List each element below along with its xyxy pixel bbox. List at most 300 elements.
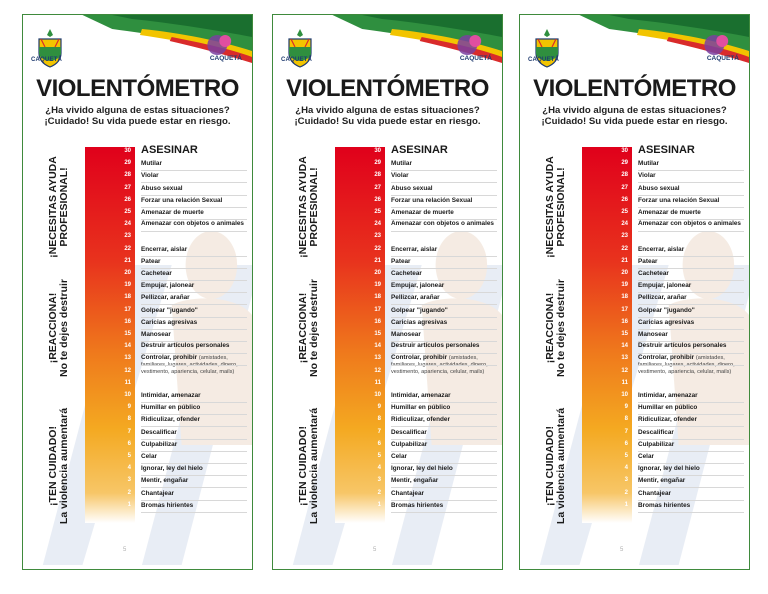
level-separator	[141, 451, 247, 452]
level-label-text: Mentir, engañar	[638, 477, 686, 485]
level-separator	[141, 487, 247, 488]
level-label-text: Celar	[638, 453, 654, 460]
level-number: 28	[621, 172, 628, 179]
level-number: 20	[621, 270, 628, 276]
level-label-text: Encerrar, aislar	[141, 245, 188, 253]
level-separator	[638, 329, 744, 330]
level-label-top	[638, 144, 695, 156]
level-label	[638, 221, 746, 228]
level-number: 3	[377, 477, 381, 484]
level-number: 11	[374, 379, 381, 386]
level-number: 19	[621, 282, 628, 289]
level-label	[141, 343, 249, 350]
level-number: 3	[624, 477, 628, 484]
level-label-text: ASESINAR	[638, 144, 695, 156]
level-label-text: Destruir artículos personales	[141, 342, 230, 350]
level-label-text: Caricias agresivas	[391, 318, 448, 326]
level-label	[391, 502, 443, 509]
subtitle-line-2: ¡Cuidado! Su vida puede estar en riesgo.	[294, 116, 481, 127]
level-label	[638, 307, 695, 314]
level-number: 17	[124, 306, 131, 313]
level-number: 30	[621, 148, 628, 154]
section-label-react: ¡REACCIONA! No te dejes destruir	[297, 278, 320, 378]
level-number: 11	[124, 379, 131, 386]
level-label	[638, 294, 687, 301]
level-label	[141, 429, 177, 436]
level-separator	[391, 207, 497, 208]
scale-bottom-number: 5	[123, 547, 127, 553]
level-label-text: Pellizcar, arañar	[638, 294, 687, 302]
level-label	[638, 172, 656, 179]
level-number: 26	[374, 196, 381, 203]
level-label-text: Destruir artículos personales	[638, 342, 727, 350]
level-separator	[141, 268, 247, 269]
level-number: 2	[377, 489, 381, 496]
level-separator	[391, 439, 497, 440]
level-separator	[391, 292, 497, 293]
level-separator	[141, 304, 247, 305]
level-label	[638, 185, 680, 192]
level-label-text: Patear	[391, 257, 411, 265]
level-label-text: Ignorar, ley del hielo	[391, 465, 453, 473]
level-label-text: Manosear	[391, 331, 421, 338]
section-label-react: ¡REACCIONA! No te dejes destruir	[544, 278, 567, 378]
level-label-text: Encerrar, aislar	[638, 245, 685, 253]
level-number: 25	[621, 209, 628, 215]
level-label-text: Humillar en público	[638, 404, 698, 412]
level-label	[391, 209, 454, 216]
level-separator	[141, 475, 247, 476]
section-label-be-careful: ¡TEN CUIDADO! La violencia aumentará	[47, 407, 70, 525]
level-separator	[141, 292, 247, 293]
level-label	[391, 160, 412, 167]
level-number: 17	[621, 306, 628, 313]
level-label	[638, 429, 674, 436]
level-number: 14	[621, 343, 628, 350]
level-label	[141, 392, 201, 399]
level-label	[141, 294, 190, 301]
level-label-text: Violar	[391, 172, 409, 180]
level-label-text: Empujar, jalonear	[638, 282, 692, 290]
level-number: 22	[124, 245, 131, 252]
level-label	[638, 404, 697, 411]
level-label	[141, 416, 200, 423]
level-separator	[391, 231, 497, 232]
level-label-detail: (amistades, familiares, lugares, actividades, dinero, vestimento, apariencia, celular, mails)	[638, 355, 735, 375]
level-number: 29	[124, 160, 131, 167]
level-separator	[638, 426, 744, 427]
level-number: 5	[127, 453, 131, 459]
level-separator	[141, 182, 247, 183]
level-label	[141, 185, 183, 192]
level-label	[141, 160, 162, 167]
level-label-text: Descalificar	[391, 428, 427, 436]
level-separator	[391, 268, 497, 269]
violentometro-poster-1	[22, 14, 253, 570]
level-separator	[391, 451, 497, 452]
level-separator	[391, 426, 497, 427]
level-number: 27	[621, 184, 628, 191]
level-separator	[391, 365, 497, 366]
level-label-text: Manosear	[638, 331, 668, 338]
level-number: 18	[124, 294, 131, 301]
level-number: 28	[374, 172, 381, 179]
level-label-text: Pellizcar, arañar	[141, 294, 190, 302]
level-number: 30	[374, 148, 381, 154]
level-label-text: Culpabilizar	[638, 440, 675, 448]
level-separator	[638, 512, 744, 513]
level-number: 12	[124, 367, 131, 374]
logo-right-text: CAQUETÁ	[706, 55, 739, 62]
level-label	[391, 294, 440, 301]
level-separator	[141, 256, 247, 257]
level-separator	[638, 268, 744, 269]
level-number: 26	[124, 196, 131, 203]
level-number: 10	[621, 392, 628, 398]
level-label-text: Intimidar, amenazar	[391, 392, 451, 399]
level-label-text: Controlar, prohibir	[391, 354, 448, 362]
level-label	[638, 441, 674, 448]
level-label-text: Abuso sexual	[638, 184, 680, 192]
level-label	[391, 392, 451, 399]
level-label	[141, 331, 171, 338]
level-number: 15	[374, 331, 381, 337]
level-label	[391, 331, 421, 338]
level-separator	[391, 304, 497, 305]
level-label	[391, 246, 437, 253]
level-label-text: Celar	[141, 453, 157, 460]
level-label-text: Humillar en público	[391, 404, 451, 412]
level-label-text: Encerrar, aislar	[391, 245, 438, 253]
level-label-text: Humillar en público	[141, 404, 201, 412]
level-number: 23	[374, 233, 381, 240]
level-separator	[141, 463, 247, 464]
level-number: 9	[624, 404, 628, 411]
level-number: 19	[374, 282, 381, 289]
level-label-text: Golpear "jugando"	[141, 306, 198, 314]
level-number: 13	[124, 355, 131, 362]
level-separator	[141, 512, 247, 513]
level-separator	[391, 402, 497, 403]
level-label	[141, 307, 198, 314]
level-separator	[391, 195, 497, 196]
level-label-text: Amenazar con objetos o animales	[141, 220, 244, 228]
subtitle-line-2: ¡Cuidado! Su vida puede estar en riesgo.	[44, 116, 231, 127]
level-label	[391, 343, 499, 350]
level-number: 1	[377, 501, 381, 508]
level-label	[391, 258, 411, 265]
level-number: 10	[374, 392, 381, 398]
level-separator	[391, 500, 497, 501]
level-label-text: Empujar, jalonear	[391, 282, 445, 290]
level-label-text: Forzar una relación Sexual	[391, 196, 473, 204]
level-number: 18	[621, 294, 628, 301]
level-separator	[638, 451, 744, 452]
level-label	[141, 282, 194, 289]
level-number: 29	[621, 160, 628, 167]
level-number: 24	[621, 221, 628, 228]
level-label-detail: (amistades, familiares, lugares, actividades, dinero, vestimento, apariencia, celular, mails)	[141, 355, 238, 375]
level-separator	[638, 317, 744, 318]
level-number: 3	[127, 477, 131, 484]
level-separator	[141, 365, 247, 366]
level-number: 22	[621, 245, 628, 252]
level-label	[141, 172, 159, 179]
violentometro-poster-3	[519, 14, 750, 570]
level-separator	[141, 414, 247, 415]
level-label-text: ASESINAR	[391, 144, 448, 156]
level-number: 27	[124, 184, 131, 191]
level-number: 28	[124, 172, 131, 179]
level-label-text: Cachetear	[141, 270, 172, 277]
level-separator	[391, 475, 497, 476]
level-label-text: Controlar, prohibir	[141, 354, 198, 362]
level-label	[391, 453, 407, 460]
level-number: 11	[621, 379, 628, 386]
level-separator	[638, 463, 744, 464]
level-separator	[391, 329, 497, 330]
level-label	[141, 221, 249, 228]
subtitle-line-2: ¡Cuidado! Su vida puede estar en riesgo.	[541, 116, 728, 127]
level-number: 21	[374, 257, 381, 264]
level-label-text: Mentir, engañar	[141, 477, 189, 485]
level-label	[391, 307, 448, 314]
level-label-text: Ignorar, ley del hielo	[141, 465, 203, 473]
level-number: 8	[127, 416, 131, 423]
level-number: 7	[127, 428, 131, 435]
level-number: 16	[374, 318, 381, 325]
logo-left-text: CAQUETÁ	[528, 57, 560, 63]
level-number: 10	[124, 392, 131, 398]
level-label	[638, 270, 669, 277]
level-label-text: Amenazar de muerte	[391, 209, 454, 216]
level-number: 17	[374, 306, 381, 313]
level-number: 14	[374, 343, 381, 350]
level-number: 23	[621, 233, 628, 240]
level-separator	[141, 402, 247, 403]
violentometro-poster-2	[272, 14, 503, 570]
level-label-text: Golpear "jugando"	[638, 306, 695, 314]
level-number: 4	[127, 465, 131, 472]
level-number: 21	[621, 257, 628, 264]
poster-subtitle	[273, 105, 502, 127]
level-separator	[141, 317, 247, 318]
level-label-text: Amenazar con objetos o animales	[638, 220, 741, 228]
level-number: 6	[624, 440, 628, 447]
level-number: 9	[127, 404, 131, 411]
level-label-text: Mutilar	[638, 160, 659, 168]
level-label	[391, 477, 438, 484]
level-label	[391, 465, 453, 472]
level-separator	[391, 512, 497, 513]
level-label-text: Destruir artículos personales	[391, 342, 480, 350]
level-label-text: Culpabilizar	[141, 440, 178, 448]
level-number: 9	[377, 404, 381, 411]
level-number: 7	[624, 428, 628, 435]
poster-title: VIOLENTÓMETRO	[286, 75, 489, 102]
level-number: 4	[377, 465, 381, 472]
level-label-text: Pellizcar, arañar	[391, 294, 440, 302]
level-label	[638, 392, 698, 399]
level-label-text: Descalificar	[141, 428, 177, 436]
level-separator	[391, 414, 497, 415]
level-label-text: Bromas hirientes	[638, 501, 691, 509]
level-label-text: Golpear "jugando"	[391, 306, 448, 314]
level-separator	[638, 292, 744, 293]
level-label	[141, 477, 188, 484]
level-number: 19	[124, 282, 131, 289]
level-label-text: Patear	[638, 257, 658, 265]
level-label	[141, 441, 177, 448]
poster-title: VIOLENTÓMETRO	[36, 75, 239, 102]
level-number: 5	[624, 453, 628, 459]
level-label	[141, 453, 157, 460]
subtitle-line-1: ¿Ha vivido alguna de estas situaciones?	[45, 105, 230, 116]
level-number: 5	[377, 453, 381, 459]
level-label	[391, 270, 422, 277]
level-label	[391, 404, 450, 411]
level-separator	[638, 414, 744, 415]
level-label-text: Ignorar, ley del hielo	[638, 465, 700, 473]
level-separator	[141, 500, 247, 501]
level-label	[638, 490, 671, 497]
level-label-text: Manosear	[141, 331, 171, 338]
level-number: 12	[621, 367, 628, 374]
level-label-detail: (amistades, familiares, lugares, actividades, dinero, vestimento, apariencia, celular, mails)	[391, 355, 488, 375]
level-label	[391, 429, 427, 436]
level-number: 20	[124, 270, 131, 276]
level-label-top	[141, 144, 198, 156]
level-label-text: Chantajear	[391, 489, 425, 497]
level-label	[391, 221, 499, 228]
level-label	[391, 172, 409, 179]
level-number: 1	[127, 501, 131, 508]
scale-bottom-number: 5	[373, 547, 377, 553]
level-number: 22	[374, 245, 381, 252]
level-number: 18	[374, 294, 381, 301]
level-number: 30	[124, 148, 131, 154]
level-number: 16	[124, 318, 131, 325]
level-number: 29	[374, 160, 381, 167]
level-separator	[141, 280, 247, 281]
level-label	[141, 319, 197, 326]
section-label-professional-help: ¡NECESITAS AYUDA PROFESIONAL!	[544, 156, 567, 258]
level-label-text: Ridiculizar, ofender	[638, 416, 697, 424]
level-number: 24	[374, 221, 381, 228]
level-label	[141, 490, 174, 497]
level-number: 2	[624, 489, 628, 496]
level-separator	[638, 170, 744, 171]
level-separator	[638, 182, 744, 183]
logo-right-text: CAQUETÁ	[209, 55, 242, 62]
level-separator	[638, 475, 744, 476]
level-label	[638, 477, 685, 484]
level-label-text: Forzar una relación Sexual	[638, 196, 720, 204]
level-label	[638, 453, 654, 460]
level-label-text: Cachetear	[638, 270, 669, 277]
level-label	[638, 502, 690, 509]
level-separator	[638, 439, 744, 440]
level-number: 20	[374, 270, 381, 276]
level-label	[638, 416, 697, 423]
level-number: 16	[621, 318, 628, 325]
level-label-text: Caricias agresivas	[141, 318, 198, 326]
level-label-text: Violar	[638, 172, 656, 180]
level-number: 23	[124, 233, 131, 240]
level-separator	[638, 256, 744, 257]
level-label	[141, 404, 200, 411]
level-label-text: Abuso sexual	[141, 184, 183, 192]
level-separator	[638, 304, 744, 305]
level-label-text: Mutilar	[391, 160, 412, 168]
level-separator	[638, 365, 744, 366]
level-separator	[141, 195, 247, 196]
scale-bottom-number: 5	[620, 547, 624, 553]
level-separator	[141, 426, 247, 427]
level-separator	[141, 207, 247, 208]
level-separator	[638, 487, 744, 488]
poster-subtitle	[23, 105, 252, 127]
level-label	[391, 319, 447, 326]
level-label-text: Culpabilizar	[391, 440, 428, 448]
level-label-text: Patear	[141, 257, 161, 265]
level-label-text: Caricias agresivas	[638, 318, 695, 326]
level-label-text: Bromas hirientes	[141, 501, 194, 509]
poster-subtitle	[520, 105, 749, 127]
level-separator	[391, 280, 497, 281]
section-label-professional-help: ¡NECESITAS AYUDA PROFESIONAL!	[297, 156, 320, 258]
level-separator	[141, 439, 247, 440]
level-label-text: Forzar una relación Sexual	[141, 196, 223, 204]
subtitle-line-1: ¿Ha vivido alguna de estas situaciones?	[542, 105, 727, 116]
level-number: 6	[377, 440, 381, 447]
level-label	[638, 343, 746, 350]
level-label	[391, 416, 450, 423]
level-number: 25	[374, 209, 381, 215]
level-separator	[638, 231, 744, 232]
level-separator	[638, 402, 744, 403]
section-label-be-careful: ¡TEN CUIDADO! La violencia aumentará	[544, 407, 567, 525]
level-label-text: Intimidar, amenazar	[141, 392, 201, 399]
level-number: 27	[374, 184, 381, 191]
level-separator	[391, 317, 497, 318]
level-number: 25	[124, 209, 131, 215]
level-label	[638, 258, 658, 265]
level-label-top	[391, 144, 448, 156]
level-label	[391, 441, 427, 448]
level-separator	[141, 231, 247, 232]
level-number: 7	[377, 428, 381, 435]
level-label	[638, 160, 659, 167]
level-number: 8	[377, 416, 381, 423]
level-number: 15	[621, 331, 628, 337]
section-label-be-careful: ¡TEN CUIDADO! La violencia aumentará	[297, 407, 320, 525]
level-number: 21	[124, 257, 131, 264]
logo-right-text: CAQUETÁ	[459, 55, 492, 62]
level-number: 4	[624, 465, 628, 472]
level-label	[391, 197, 472, 204]
level-label-text: Cachetear	[391, 270, 422, 277]
level-separator	[391, 487, 497, 488]
level-label-text: Celar	[391, 453, 407, 460]
level-label-text: Bromas hirientes	[391, 501, 444, 509]
level-label	[141, 465, 203, 472]
section-label-professional-help: ¡NECESITAS AYUDA PROFESIONAL!	[47, 156, 70, 258]
level-label	[638, 197, 719, 204]
level-separator	[638, 280, 744, 281]
level-label	[141, 246, 187, 253]
level-label	[638, 209, 701, 216]
